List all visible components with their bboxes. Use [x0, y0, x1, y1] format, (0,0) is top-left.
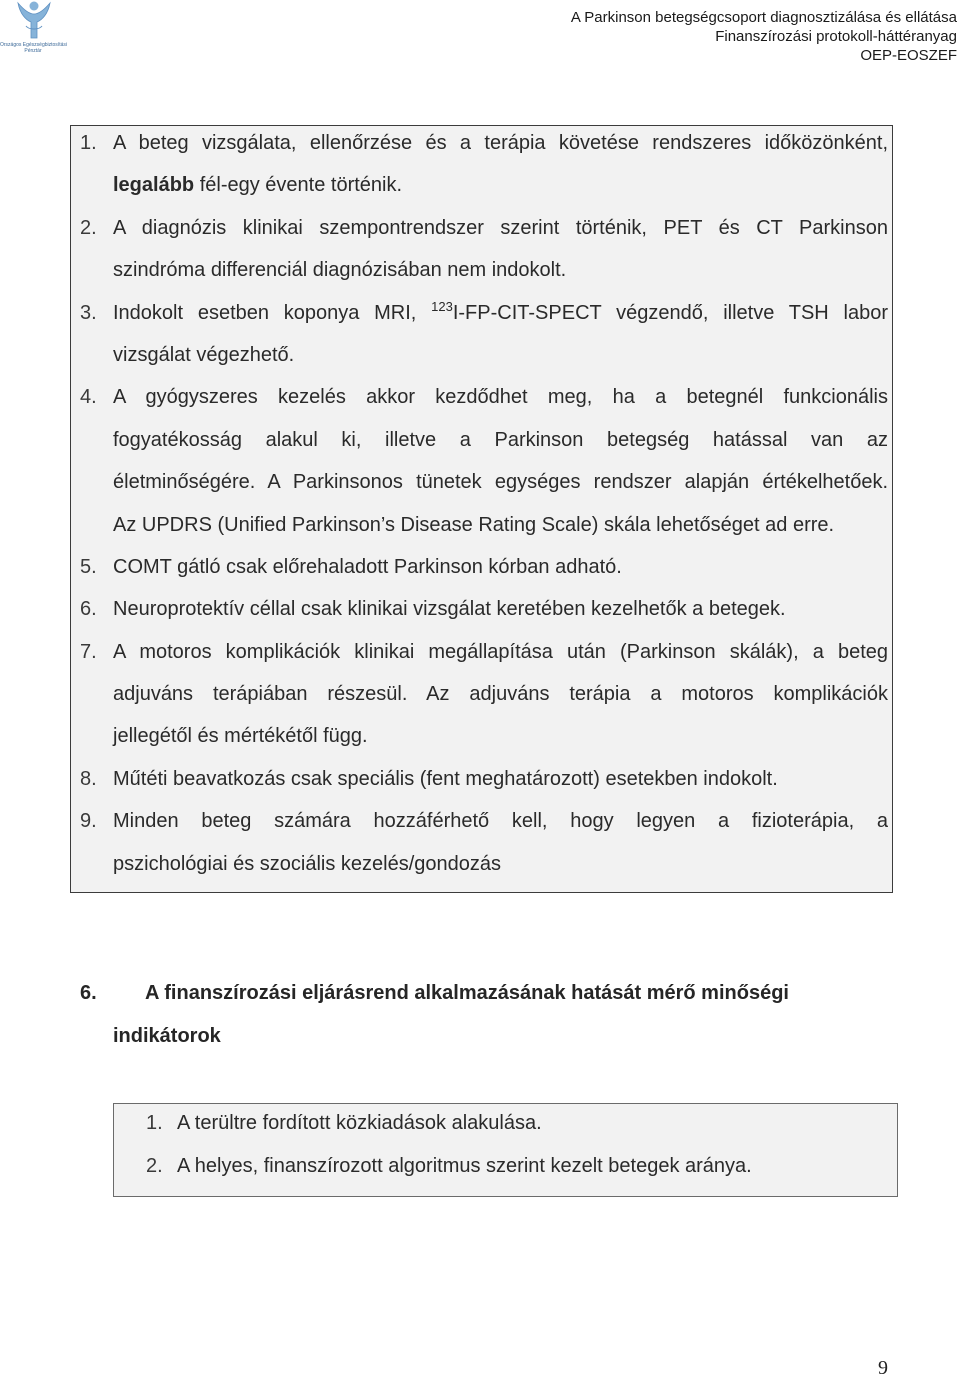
item-line — [113, 758, 888, 800]
item-text: A diagnózis klinikai szempontrendszer szerint történik, PET és CT Parkinson — [113, 216, 888, 239]
isotope-superscript: 123 — [431, 298, 453, 314]
item-line — [113, 800, 888, 842]
indicator-list — [114, 1102, 897, 1187]
item-text: A beteg vizsgálata, ellenőrzése és a terápia követése rendszeres időközönként, — [113, 132, 888, 154]
oep-emblem-icon — [1, 0, 65, 40]
item-text: jellegétől és mértékétől függ. — [113, 725, 368, 748]
criteria-item-4 — [71, 376, 892, 546]
item-number: 8. — [80, 767, 97, 790]
item-line — [113, 376, 888, 418]
item-text: pszichológiai és szociális kezelés/gondozás — [113, 852, 501, 875]
item-text: vizsgálat végezhető. — [113, 343, 295, 366]
item-number: 3. — [80, 301, 97, 324]
page-number: 9 — [878, 1357, 888, 1379]
criteria-item-5 — [71, 546, 892, 588]
item-text: Indokolt esetben koponya MRI, — [113, 301, 432, 324]
criteria-item-6 — [71, 588, 892, 630]
logo-caption-line1: Országos Egészségbiztosítási — [0, 42, 67, 48]
item-text: A gyógyszeres kezelés akkor kezdődhet meg, ha a betegnél funkcionális — [113, 386, 888, 409]
section-title-line1: A finanszírozási eljárásrend alkalmazásának hatását mérő minőségi — [145, 982, 789, 1004]
header-title-line3: OEP-EOSZEF — [860, 47, 957, 64]
item-number: 4. — [80, 386, 97, 409]
item-number: 2. — [80, 216, 97, 239]
item-text: életminőségére. A Parkinsonos tünetek egységes rendszer alapján értékelhetőek. — [113, 471, 888, 494]
criteria-item-2 — [71, 207, 892, 292]
item-line — [113, 504, 888, 546]
item-text: adjuváns terápiában részesül. Az adjuváns terápia a motoros komplikációk — [113, 683, 888, 706]
criteria-item-7 — [71, 631, 892, 758]
item-number: 7. — [80, 640, 97, 663]
running-header — [571, 8, 957, 65]
item-text: COMT gátló csak előrehaladott Parkinson kórban adható. — [113, 555, 622, 578]
criteria-list — [71, 122, 892, 885]
item-text: Minden beteg számára hozzáférhető kell, hogy legyen a fizioterápia, a — [113, 810, 888, 833]
item-line — [113, 419, 888, 461]
item-text-bold: legalább — [113, 174, 195, 197]
item-line — [113, 588, 888, 630]
criteria-item-3 — [71, 292, 892, 377]
criteria-item-8 — [71, 758, 892, 800]
indicator-item-2 — [114, 1145, 897, 1188]
item-line — [113, 292, 888, 334]
criteria-box — [70, 125, 893, 893]
indicator-number: 1. — [146, 1112, 163, 1134]
item-line — [113, 843, 888, 885]
indicator-number: 2. — [146, 1154, 163, 1177]
item-text: Műtéti beavatkozás csak speciális (fent meghatározott) esetekben indokolt. — [113, 767, 778, 790]
item-line — [113, 461, 888, 503]
item-line — [113, 122, 888, 164]
header-title-line2: Finanszírozási protokoll-háttéranyag — [715, 28, 957, 45]
indicator-text: A helyes, finanszírozott algoritmus szerint kezelt betegek aránya. — [177, 1154, 752, 1177]
item-line — [113, 164, 888, 206]
item-line — [113, 207, 888, 249]
item-text: Az UPDRS (Unified Parkinson’s Disease Rating Scale) skála lehetőséget ad erre. — [113, 513, 835, 536]
item-line — [113, 249, 888, 291]
logo-caption-line2: Pénztár — [24, 48, 42, 54]
item-text: fogyatékosság alakul ki, illetve a Parkinson betegség hatással van az — [113, 428, 888, 451]
header-title-line1: A Parkinson betegségcsoport diagnosztizálása és ellátása — [570, 9, 957, 26]
indicator-box — [113, 1103, 898, 1197]
criteria-item-1 — [71, 122, 892, 207]
item-line — [113, 715, 888, 757]
item-line — [113, 546, 888, 588]
item-text: fél-egy évente történik. — [194, 174, 403, 197]
section-title-line2: indikátorok — [113, 1025, 221, 1047]
item-text: Neuroprotektív céllal csak klinikai vizsgálat keretében kezelhetők a betegek. — [113, 598, 786, 621]
item-line — [113, 334, 888, 376]
criteria-item-9 — [71, 800, 892, 885]
indicator-item-1 — [114, 1102, 897, 1145]
item-text: szindróma differenciál diagnózisában nem indokolt. — [113, 259, 567, 282]
item-number: 5. — [80, 555, 97, 578]
section-number: 6. — [80, 982, 97, 1004]
item-text: A motoros komplikációk klinikai megállapítása után (Parkinson skálák), a beteg — [113, 640, 888, 663]
item-text: I-FP-CIT-SPECT végzendő, illetve TSH labor — [452, 301, 888, 324]
item-number: 1. — [80, 132, 97, 154]
oep-logo — [0, 0, 66, 56]
item-number: 6. — [80, 598, 97, 621]
item-line — [113, 673, 888, 715]
item-number: 9. — [80, 810, 97, 833]
item-line — [113, 631, 888, 673]
indicator-text: A terültre fordított közkiadások alakulása. — [177, 1112, 542, 1134]
